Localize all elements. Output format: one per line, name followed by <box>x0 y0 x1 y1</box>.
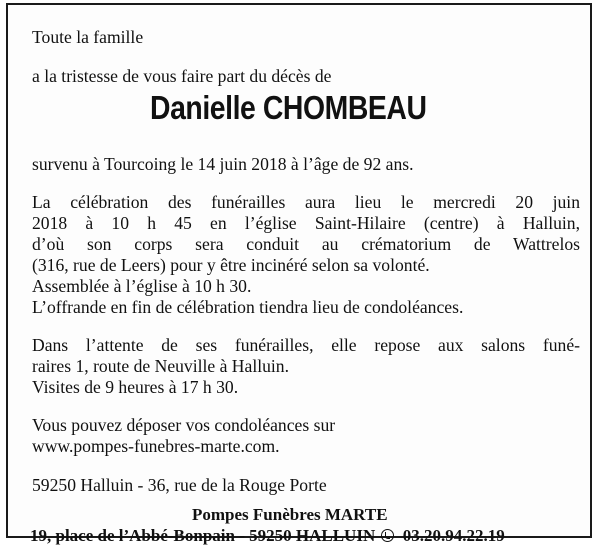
obituary-notice <box>6 3 592 545</box>
ceremony-line-6: L’offrande en fin de célébration tiendra lieu de condoléances. <box>32 297 464 317</box>
ceremony-line-3: d’où son corps sera conduit au crématorium de Wattrelos <box>32 234 580 254</box>
death-info-line: survenu à Tourcoing le 14 juin 2018 à l’âge de 92 ans. <box>32 154 414 174</box>
resting-line-3: Visites de 9 heures à 17 h 30. <box>32 377 239 397</box>
ceremony-line-5: Assemblée à l’église à 10 h 30. <box>32 276 252 296</box>
announcement-line: a la tristesse de vous faire part du décès de <box>32 66 332 86</box>
resting-line-2: raires 1, route de Neuville à Halluin. <box>32 356 289 376</box>
ceremony-line-1: La célébration des funérailles aura lieu le mercredi 20 juin <box>32 192 580 212</box>
company-phone: 03.20.94.22.19 <box>402 526 505 545</box>
company-address: 19, place de l’Abbé-Bonpain - 59250 HALLUIN <box>30 526 376 545</box>
telephone-icon <box>381 529 394 542</box>
funeral-company-contact <box>30 527 505 544</box>
funeral-company-name: Pompes Funèbres MARTE <box>192 505 388 524</box>
deceased-name: Danielle CHOMBEAU <box>150 89 427 126</box>
condolences-line-1: Vous pouvez déposer vos condoléances sur <box>32 415 336 435</box>
condolences-website: www.pompes-funebres-marte.com. <box>32 436 280 456</box>
ceremony-line-2: 2018 à 10 h 45 en l’église Saint-Hilaire (centre) à Halluin, <box>32 213 580 233</box>
family-address: 59250 Halluin - 36, rue de la Rouge Porte <box>32 475 327 495</box>
resting-line-1: Dans l’attente de ses funérailles, elle repose aux salons funé- <box>32 335 580 355</box>
opening-line: Toute la famille <box>32 27 144 47</box>
ceremony-line-4: (316, rue de Leers) pour y être incinéré selon sa volonté. <box>32 255 430 275</box>
